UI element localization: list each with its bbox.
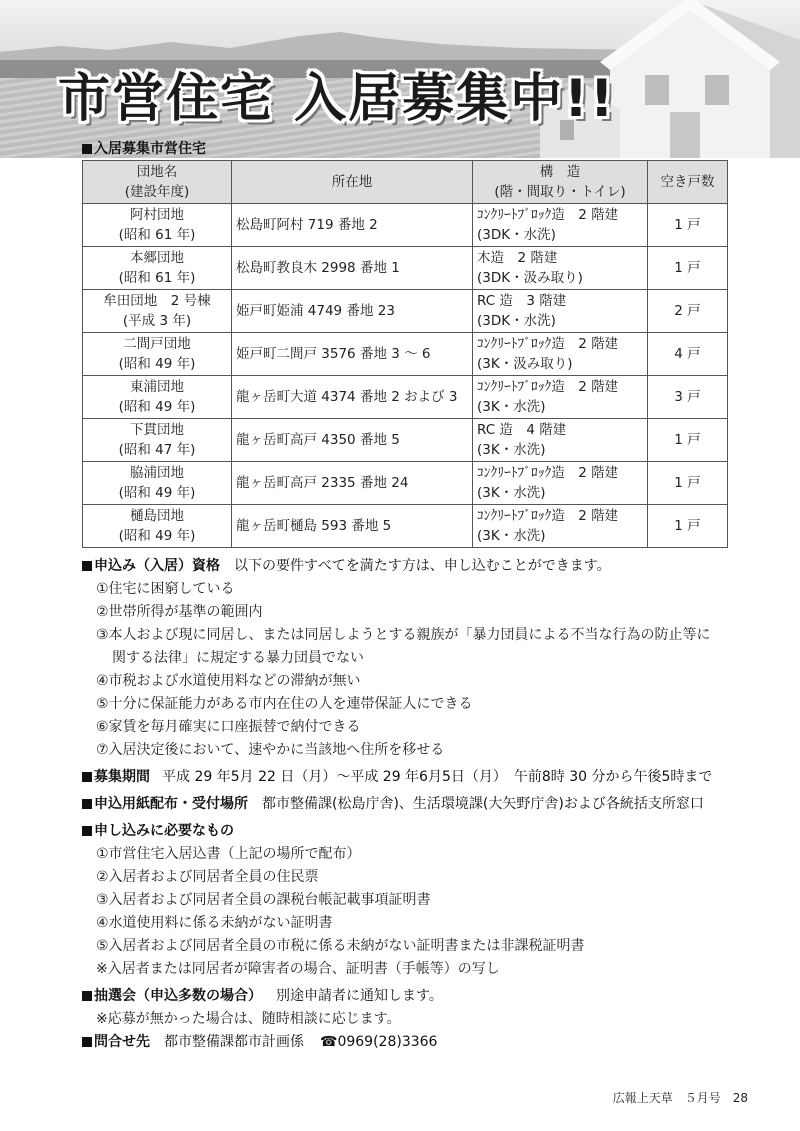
cell-name: 牟田団地 2 号棟 (平成 3 年) xyxy=(83,290,232,333)
cell-name: 本郷団地 (昭和 61 年) xyxy=(83,247,232,290)
list-item: ④市税および水道使用料などの滞納が無い xyxy=(96,673,361,689)
list-item: ⑦入居決定後において、速やかに当該地へ住所を移せる xyxy=(96,742,445,758)
section-heading-period: 募集期間 平成 29 年5月 22 日（月）～平成 29 年6月5日（月） 午前8時 30 分から午後5時まで xyxy=(82,766,712,786)
cell-vacancies: 3 戸 xyxy=(648,376,728,419)
section-heading-eligibility: 申込み（入居）資格 以下の要件すべてを満たす方は、申し込むことができます。 xyxy=(82,555,611,575)
section-heading-contact: 問合せ先 都市整備課都市計画係 ☎0969(28)3366 xyxy=(82,1031,437,1051)
cell-name: 東浦団地 (昭和 49 年) xyxy=(83,376,232,419)
cell-structure: ｺﾝｸﾘｰﾄﾌﾞﾛｯｸ造 2 階建 (3K・汲み取り) xyxy=(473,333,648,376)
cell-structure: RC 造 3 階建 (3DK・水洗) xyxy=(473,290,648,333)
cell-address: 龍ヶ岳町樋島 593 番地 5 xyxy=(232,505,473,548)
note: ※応募が無かった場合は、随時相談に応じます。 xyxy=(96,1011,401,1027)
list-item: ①住宅に困窮している xyxy=(96,581,235,597)
cell-address: 姫戸町姫浦 4749 番地 23 xyxy=(232,290,473,333)
list-item: ②入居者および同居者全員の住民票 xyxy=(96,869,319,885)
cell-name: 二間戸団地 (昭和 49 年) xyxy=(83,333,232,376)
list-item: ⑤入居者および同居者全員の市税に係る未納がない証明書または非課税証明書 xyxy=(96,938,585,954)
list-item: ③本人および現に同居し、または同居しようとする親族が「暴力団員による不当な行為の防止等に xyxy=(96,627,711,643)
table-row xyxy=(83,204,728,247)
col-header-name: 団地名 (建設年度) xyxy=(83,161,232,204)
eligibility-intro: 以下の要件すべてを満たす方は、申し込むことができます。 xyxy=(234,558,611,574)
list-item: ⑥家賃を毎月確実に口座振替で納付できる xyxy=(96,719,361,735)
col-header-vacancies: 空き戸数 xyxy=(648,161,728,204)
col-header-address: 所在地 xyxy=(232,161,473,204)
cell-address: 龍ヶ岳町大道 4374 番地 2 および 3 xyxy=(232,376,473,419)
square-bullet-icon xyxy=(82,991,92,1001)
square-bullet-icon xyxy=(82,144,92,154)
period-text: 平成 29 年5月 22 日（月）～平成 29 年6月5日（月） 午前8時 30 分から午後5時まで xyxy=(162,769,713,785)
cell-structure: ｺﾝｸﾘｰﾄﾌﾞﾛｯｸ造 2 階建 (3K・水洗) xyxy=(473,376,648,419)
cell-name: 下貫団地 (昭和 47 年) xyxy=(83,419,232,462)
cell-address: 松島町阿村 719 番地 2 xyxy=(232,204,473,247)
cell-address: 龍ヶ岳町高戸 4350 番地 5 xyxy=(232,419,473,462)
page-title: 市営住宅 入居募集中!! xyxy=(58,69,616,129)
list-item: ①市営住宅入居込書（上記の場所で配布） xyxy=(96,846,361,862)
square-bullet-icon xyxy=(82,826,92,836)
section-heading-documents: 申し込みに必要なもの xyxy=(82,820,234,840)
contact-dept: 都市整備課都市計画係 xyxy=(164,1034,304,1050)
table-row xyxy=(83,376,728,419)
table-row xyxy=(83,505,728,548)
square-bullet-icon xyxy=(82,772,92,782)
cell-address: 松島町教良木 2998 番地 1 xyxy=(232,247,473,290)
table-row xyxy=(83,290,728,333)
col-header-structure: 構 造 (階・間取り・トイレ) xyxy=(473,161,648,204)
section-heading-housing: 入居募集市営住宅 xyxy=(82,138,206,158)
table-row xyxy=(83,419,728,462)
section-heading-lottery: 抽選会（申込多数の場合） 別途申請者に通知します。 xyxy=(82,985,443,1005)
cell-name: 樋島団地 (昭和 49 年) xyxy=(83,505,232,548)
cell-name: 阿村団地 (昭和 61 年) xyxy=(83,204,232,247)
cell-vacancies: 4 戸 xyxy=(648,333,728,376)
cell-structure: RC 造 4 階建 (3K・水洗) xyxy=(473,419,648,462)
forms-text: 都市整備課(松島庁舎)、生活環境課(大矢野庁舎)および各統括支所窓口 xyxy=(262,796,704,812)
cell-address: 龍ヶ岳町高戸 2335 番地 24 xyxy=(232,462,473,505)
phone-number: ☎0969(28)3366 xyxy=(320,1034,438,1050)
square-bullet-icon xyxy=(82,1037,92,1047)
cell-structure: ｺﾝｸﾘｰﾄﾌﾞﾛｯｸ造 2 階建 (3K・水洗) xyxy=(473,505,648,548)
page-footer: 広報上天草 ５月号 28 xyxy=(612,1091,748,1105)
cell-vacancies: 1 戸 xyxy=(648,419,728,462)
list-item: ④水道使用料に係る未納がない証明書 xyxy=(96,915,333,931)
telephone-icon: ☎ xyxy=(320,1034,338,1050)
note: ※入居者または同居者が障害者の場合、証明書（手帳等）の写し xyxy=(96,961,500,977)
cell-structure: ｺﾝｸﾘｰﾄﾌﾞﾛｯｸ造 2 階建 (3K・水洗) xyxy=(473,462,648,505)
cell-name: 脇浦団地 (昭和 49 年) xyxy=(83,462,232,505)
lottery-text: 別途申請者に通知します。 xyxy=(276,988,443,1004)
section-heading-forms: 申込用紙配布・受付場所 都市整備課(松島庁舎)、生活環境課(大矢野庁舎)および各統括支所窓口 xyxy=(82,793,704,813)
list-item: ②世帯所得が基準の範囲内 xyxy=(96,604,263,620)
square-bullet-icon xyxy=(82,561,92,571)
cell-structure: ｺﾝｸﾘｰﾄﾌﾞﾛｯｸ造 2 階建 (3DK・水洗) xyxy=(473,204,648,247)
table-row xyxy=(83,247,728,290)
cell-vacancies: 1 戸 xyxy=(648,505,728,548)
list-item: 関する法律」に規定する暴力団員でない xyxy=(112,650,364,666)
list-item: ⑤十分に保証能力がある市内在住の人を連帯保証人にできる xyxy=(96,696,473,712)
cell-address: 姫戸町二間戸 3576 番地 3 ～ 6 xyxy=(232,333,473,376)
square-bullet-icon xyxy=(82,799,92,809)
list-item: ③入居者および同居者全員の課税台帳記載事項証明書 xyxy=(96,892,431,908)
cell-vacancies: 1 戸 xyxy=(648,462,728,505)
housing-table xyxy=(82,160,728,548)
table-row xyxy=(83,462,728,505)
table-row xyxy=(83,333,728,376)
cell-vacancies: 1 戸 xyxy=(648,204,728,247)
header-photo xyxy=(0,0,800,158)
cell-vacancies: 2 戸 xyxy=(648,290,728,333)
cell-vacancies: 1 戸 xyxy=(648,247,728,290)
table-header-row xyxy=(83,161,728,204)
cell-structure: 木造 2 階建 (3DK・汲み取り) xyxy=(473,247,648,290)
